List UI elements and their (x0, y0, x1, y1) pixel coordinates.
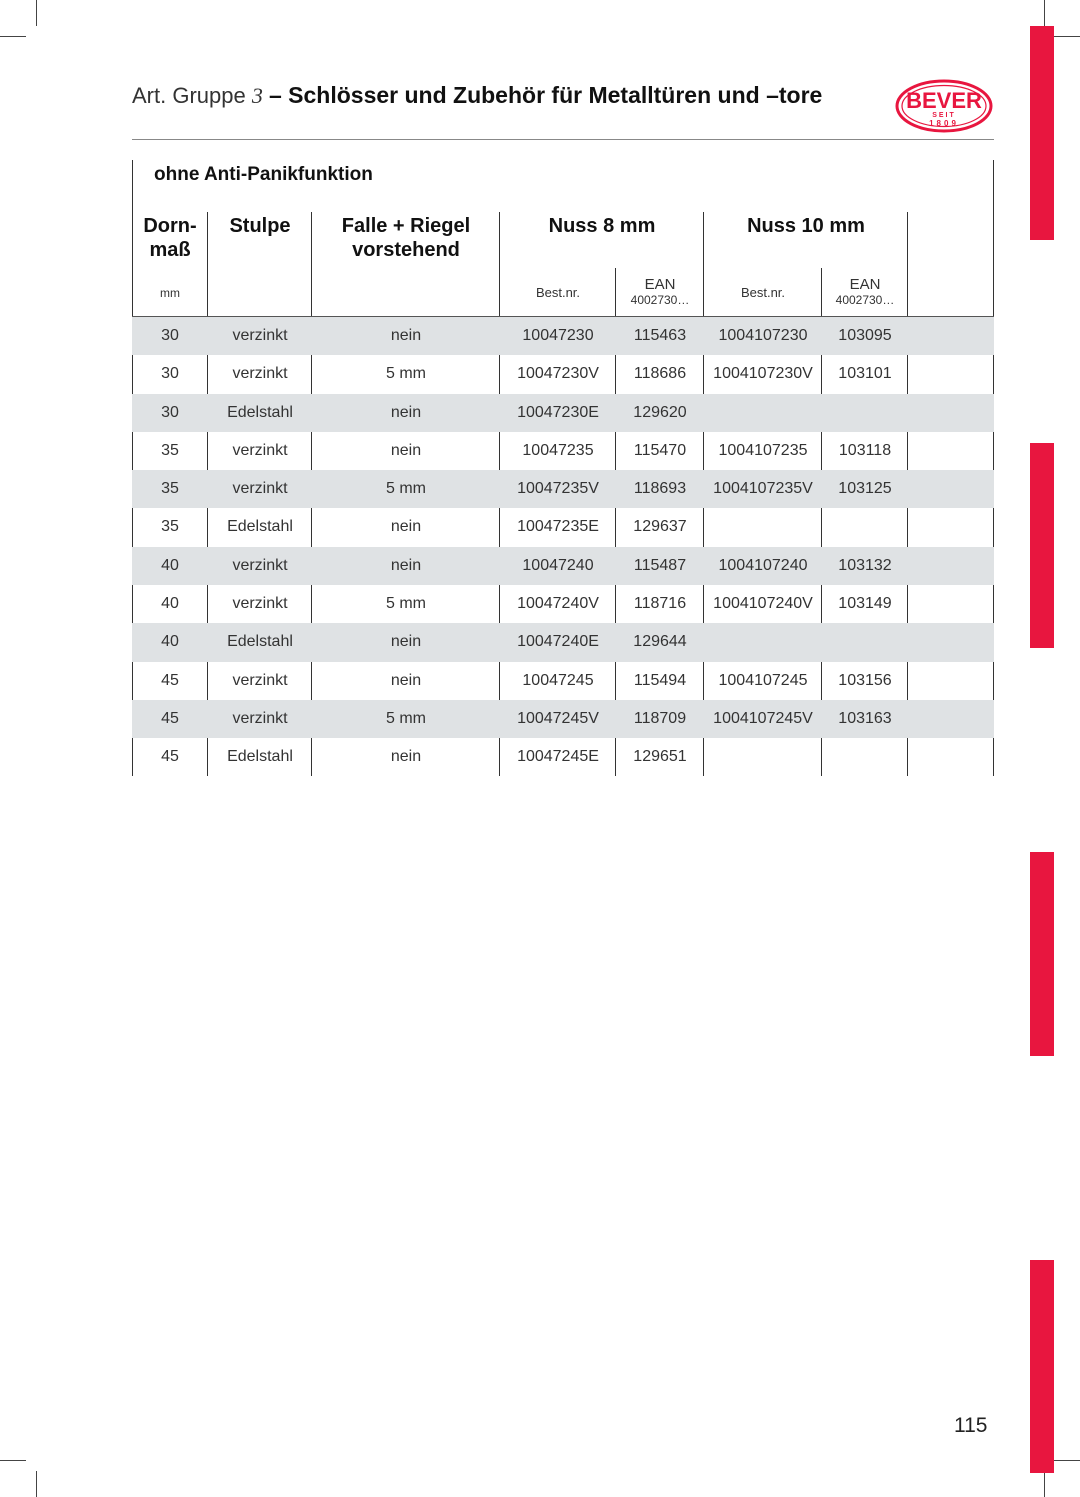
cell-falle: 5 mm (386, 480, 426, 498)
cell-stulpe: verzinkt (232, 556, 288, 574)
column-header-dornmass-line1: Dorn- (143, 215, 197, 237)
header-prefix: Art. Gruppe (132, 83, 246, 108)
cell-ean10 (822, 508, 908, 546)
register-tab (1030, 1260, 1054, 1473)
table-row (132, 700, 994, 738)
cell-bestnr10 (704, 394, 822, 432)
cell-dornmass: 45 (161, 671, 179, 689)
crop-mark (1044, 0, 1045, 26)
page-header (132, 82, 822, 109)
cell-stulpe: verzinkt (232, 327, 288, 344)
register-tab (1030, 443, 1054, 648)
cell-stulpe: Edelstahl (227, 748, 293, 766)
cell-falle: nein (390, 403, 422, 421)
cell-bestnr8: 10047230 (522, 327, 594, 344)
logo-brand: BEVER (906, 88, 982, 113)
cell-bestnr8: 10047230E (517, 403, 599, 421)
cell-falle: nein (390, 633, 422, 651)
unit-label: mm (160, 286, 180, 300)
cell-stulpe: Edelstahl (227, 518, 293, 536)
cell-falle: nein (390, 556, 422, 574)
cell-ean10: 103125 (838, 480, 892, 498)
cell-stulpe: verzinkt (232, 671, 288, 689)
cell-ean8: 129637 (633, 518, 687, 536)
cell-bestnr8: 10047240E (517, 633, 599, 651)
cell-falle: nein (390, 671, 422, 689)
cell-bestnr10: 1004107235 (718, 441, 808, 459)
cell-ean10: 103149 (838, 595, 892, 613)
cell-bestnr10: 1004107230 (718, 327, 808, 344)
ean-prefix-8: 4002730… (630, 293, 690, 307)
table-row (132, 547, 994, 585)
cell-bestnr10: 1004107235V (713, 480, 813, 498)
cell-bestnr8: 10047230V (517, 365, 599, 383)
cell-falle: 5 mm (386, 709, 426, 727)
cell-bestnr10: 1004107240 (718, 556, 808, 574)
cell-bestnr8: 10047245E (517, 748, 599, 766)
cell-bestnr8: 10047245 (522, 671, 594, 689)
column-header-dornmass-line2: maß (149, 239, 191, 261)
logo-seit: SEIT (932, 112, 956, 119)
cell-ean8: 118686 (633, 365, 687, 383)
cell-bestnr8: 10047235E (517, 518, 599, 536)
cell-ean8: 129620 (633, 403, 687, 421)
page-title: – Schlösser und Zubehör für Metalltüren und –tore (268, 82, 823, 108)
cell-dornmass: 30 (161, 365, 179, 383)
cell-falle: nein (390, 518, 422, 536)
crop-mark (1054, 36, 1080, 37)
table-body (132, 317, 994, 777)
cell-stulpe: verzinkt (232, 595, 288, 613)
cell-ean10 (822, 394, 908, 432)
table-row (132, 662, 994, 700)
register-tab (1030, 26, 1054, 240)
cell-dornmass: 45 (161, 709, 179, 727)
cell-falle: nein (390, 327, 422, 344)
cell-ean8: 115494 (633, 671, 687, 689)
cell-ean8: 115470 (633, 441, 687, 459)
cell-falle: nein (390, 441, 422, 459)
column-header-falle-riegel (312, 214, 500, 262)
logo-year: 1809 (929, 119, 959, 128)
cell-dornmass: 30 (161, 327, 179, 344)
cell-dornmass: 35 (161, 480, 179, 498)
cell-ean8: 118716 (633, 595, 687, 613)
column-header-falle-line2: vorstehend (352, 239, 460, 261)
column-header-falle-line1: Falle + Riegel (341, 215, 471, 237)
cell-ean8: 129644 (633, 633, 687, 651)
cell-bestnr10 (704, 623, 822, 661)
cell-bestnr8: 10047235V (517, 480, 599, 498)
crop-mark (0, 36, 26, 37)
cell-stulpe: verzinkt (232, 709, 288, 727)
table-row (132, 432, 994, 470)
cell-stulpe: verzinkt (232, 365, 288, 383)
table-row (132, 394, 994, 432)
cell-bestnr8: 10047235 (522, 441, 594, 459)
cell-bestnr10: 1004107240V (713, 595, 813, 613)
header-divider (132, 139, 994, 140)
cell-dornmass: 30 (161, 403, 179, 421)
cell-stulpe: verzinkt (232, 441, 288, 459)
cell-ean8: 115463 (633, 327, 687, 344)
cell-ean8: 118709 (633, 709, 687, 727)
cell-falle: 5 mm (386, 595, 426, 613)
ean-label-8 (616, 276, 704, 307)
page-number: 115 (954, 1414, 988, 1437)
column-header-dornmass (132, 214, 208, 262)
cell-ean10: 103163 (838, 709, 892, 727)
ean-label-10 (822, 276, 908, 307)
cell-bestnr10: 1004107230V (713, 365, 813, 383)
bestnr-label-8: Best.nr. (535, 285, 581, 300)
cell-stulpe: Edelstahl (227, 403, 293, 421)
column-header-nuss-8: Nuss 8 mm (548, 215, 656, 237)
cell-dornmass: 40 (161, 633, 179, 651)
column-header-stulpe: Stulpe (229, 215, 291, 237)
cell-dornmass: 35 (161, 441, 179, 459)
bever-logo (894, 78, 994, 134)
register-tab (1030, 852, 1054, 1056)
group-number: 3 (251, 83, 263, 108)
cell-bestnr8: 10047245V (517, 709, 599, 727)
cell-ean8: 118693 (633, 480, 687, 498)
table-row (132, 585, 994, 623)
cell-ean10 (822, 738, 908, 776)
table-row (132, 470, 994, 508)
ean-label-8-text: EAN (644, 276, 676, 293)
cell-falle: 5 mm (386, 365, 426, 383)
cell-falle: nein (390, 748, 422, 766)
table-row (132, 508, 994, 546)
cell-dornmass: 35 (161, 518, 179, 536)
cell-ean10: 103156 (838, 671, 892, 689)
cell-bestnr10: 1004107245V (713, 709, 813, 727)
table-row (132, 738, 994, 776)
table-row (132, 623, 994, 661)
crop-mark (36, 0, 37, 26)
table-row (132, 317, 994, 355)
section-title: ohne Anti-Panikfunktion (154, 164, 373, 185)
cell-ean10: 103101 (838, 365, 892, 383)
cell-bestnr8: 10047240 (522, 556, 594, 574)
cell-ean8: 115487 (633, 556, 687, 574)
crop-mark (1054, 1460, 1080, 1461)
cell-bestnr10: 1004107245 (718, 671, 808, 689)
table-row (132, 355, 994, 393)
ean-label-10-text: EAN (849, 276, 881, 293)
cell-ean10: 103132 (838, 556, 892, 574)
crop-mark (36, 1471, 37, 1497)
bestnr-label-10: Best.nr. (740, 285, 786, 300)
crop-mark (0, 1460, 26, 1461)
cell-stulpe: verzinkt (232, 480, 288, 498)
cell-dornmass: 40 (161, 595, 179, 613)
cell-ean10: 103095 (838, 327, 892, 344)
cell-ean8: 129651 (633, 748, 687, 766)
cell-dornmass: 40 (161, 556, 179, 574)
cell-bestnr10 (704, 738, 822, 776)
cell-bestnr10 (704, 508, 822, 546)
cell-ean10: 103118 (838, 441, 892, 459)
column-header-nuss-10: Nuss 10 mm (747, 215, 865, 237)
cell-bestnr8: 10047240V (517, 595, 599, 613)
cell-dornmass: 45 (161, 748, 179, 766)
ean-prefix-10: 4002730… (835, 293, 895, 307)
cell-ean10 (822, 623, 908, 661)
crop-mark (1044, 1471, 1045, 1497)
cell-stulpe: Edelstahl (227, 633, 293, 651)
